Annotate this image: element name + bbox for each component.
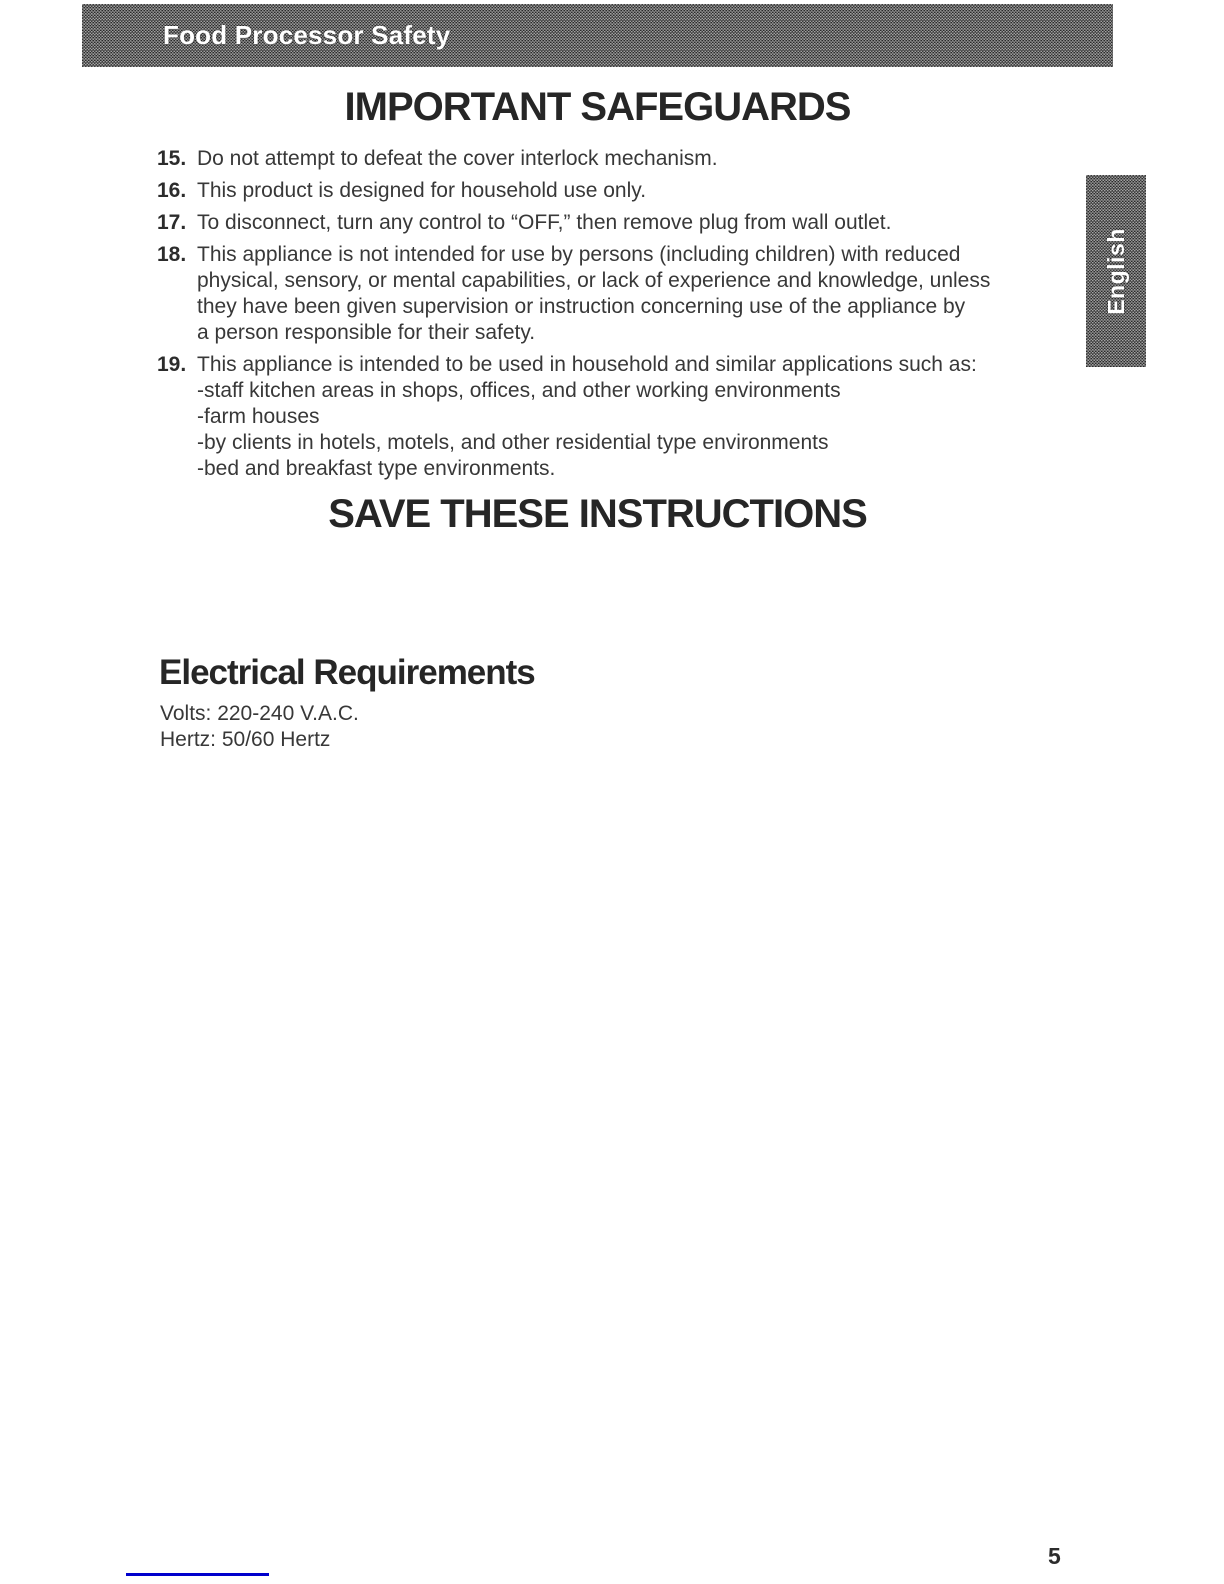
list-item-number: 15. bbox=[157, 147, 187, 170]
list-item-line: -bed and breakfast type environments. bbox=[197, 457, 556, 480]
volts-spec: Volts: 220-240 V.A.C. bbox=[160, 702, 359, 725]
list-item bbox=[157, 352, 1087, 482]
safeguards-list bbox=[157, 146, 1087, 488]
list-item-number: 18. bbox=[157, 243, 187, 266]
list-item-line: This appliance is intended to be used in household and similar applications such as: bbox=[197, 353, 977, 376]
list-item-line: Do not attempt to defeat the cover interlock mechanism. bbox=[197, 147, 718, 170]
language-tab bbox=[1086, 175, 1146, 367]
list-item-number: 17. bbox=[157, 211, 187, 234]
list-item-text bbox=[197, 178, 1087, 204]
language-tab-label: English bbox=[1102, 227, 1129, 315]
list-item bbox=[157, 146, 1087, 172]
electrical-requirements-title: Electrical Requirements bbox=[159, 653, 535, 692]
list-item-text bbox=[197, 210, 1087, 236]
list-item-line: -by clients in hotels, motels, and other residential type environments bbox=[197, 431, 829, 454]
list-item-number: 19. bbox=[157, 353, 187, 376]
list-item bbox=[157, 178, 1087, 204]
section-header-title: Food Processor Safety bbox=[163, 20, 451, 50]
list-item-number: 16. bbox=[157, 179, 187, 202]
list-item-line: To disconnect, turn any control to “OFF,” then remove plug from wall outlet. bbox=[197, 211, 892, 234]
list-item-text bbox=[197, 352, 1087, 482]
list-item-line: This product is designed for household use only. bbox=[197, 179, 647, 202]
list-item-line: This appliance is not intended for use by persons (including children) with reduced bbox=[197, 243, 961, 266]
page-number: 5 bbox=[1048, 1543, 1061, 1569]
list-item-line: physical, sensory, or mental capabilities, or lack of experience and knowledge, unless bbox=[197, 269, 991, 292]
list-item-line: a person responsible for their safety. bbox=[197, 321, 536, 344]
list-item-text bbox=[197, 242, 1087, 346]
safeguards-title: IMPORTANT SAFEGUARDS bbox=[344, 85, 851, 129]
list-item-line: -staff kitchen areas in shops, offices, and other working environments bbox=[197, 379, 841, 402]
footer-underline bbox=[126, 1573, 269, 1576]
list-item bbox=[157, 242, 1087, 346]
save-instructions-title: SAVE THESE INSTRUCTIONS bbox=[328, 492, 867, 536]
list-item bbox=[157, 210, 1087, 236]
list-item-line: they have been given supervision or instruction concerning use of the appliance by bbox=[197, 295, 966, 318]
hertz-spec: Hertz: 50/60 Hertz bbox=[160, 728, 331, 751]
list-item-text bbox=[197, 146, 1087, 172]
section-header-bar bbox=[82, 4, 1113, 67]
list-item-line: -farm houses bbox=[197, 405, 320, 428]
